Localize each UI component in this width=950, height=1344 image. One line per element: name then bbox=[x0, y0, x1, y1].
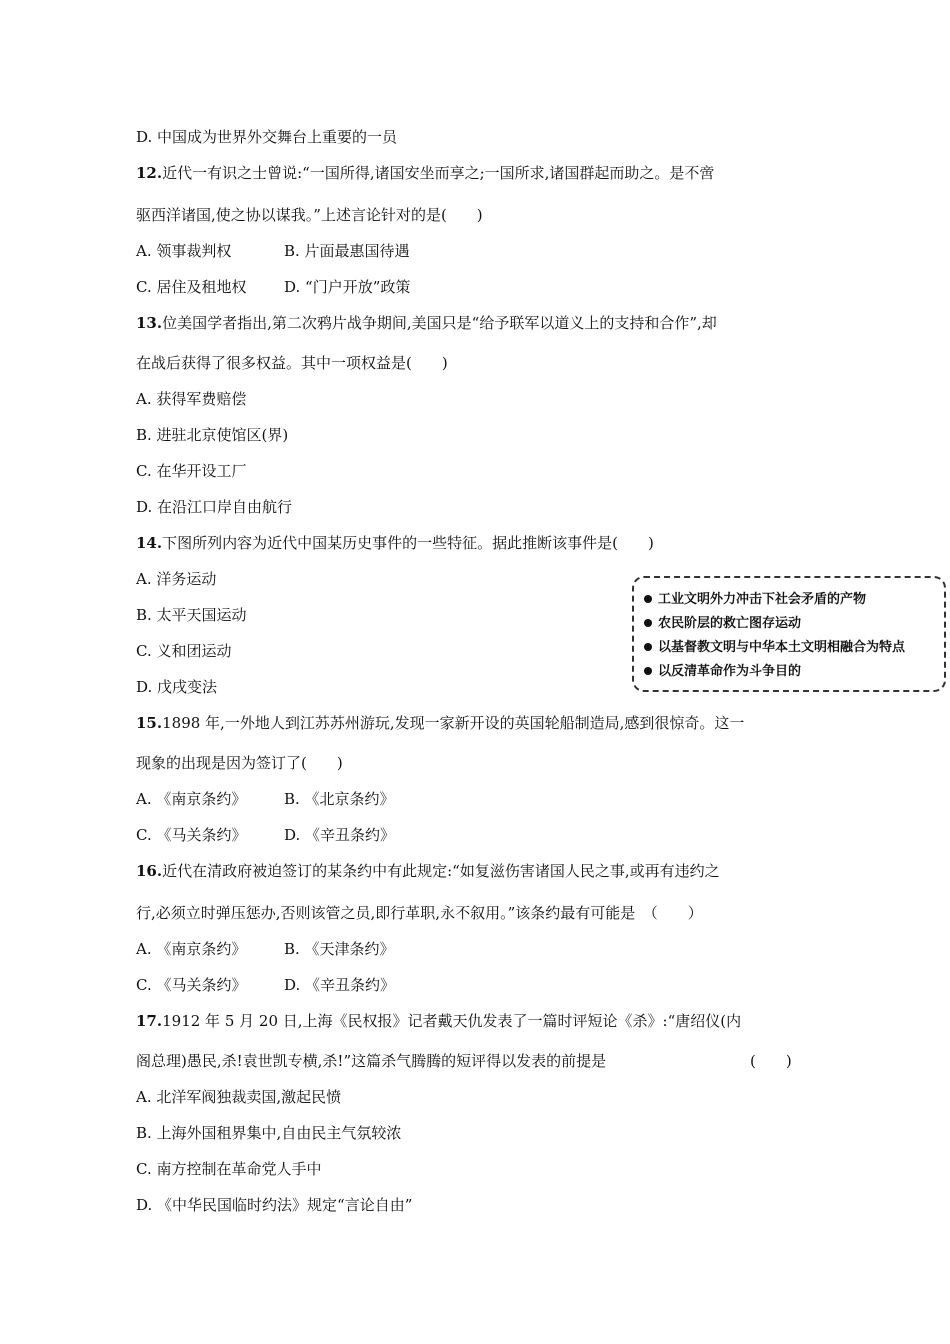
q11-option-d: D. 中国成为世界外交舞台上重要的一员 bbox=[136, 128, 398, 146]
q17-number: 17. bbox=[136, 1012, 163, 1030]
q16-stem-line2: 行,必须立时弹压惩办,否则该管之员,即行革职,永不叙用。”该条约最有可能是 （ ） bbox=[136, 904, 703, 922]
q14-feature-4-text: 以反清革命作为斗争目的 bbox=[658, 664, 802, 679]
q14-feature-4 bbox=[644, 660, 944, 684]
q13-stem-line1 bbox=[136, 312, 717, 334]
q14-stem-text1: 下图所列内容为近代中国某历史事件的一些特征。据此推断该事件是( ) bbox=[162, 534, 654, 552]
q12-stem-line1 bbox=[136, 162, 714, 184]
q14-feature-2 bbox=[644, 612, 944, 636]
q16-stem-line1 bbox=[136, 860, 720, 882]
q16-stem-text1: 近代在清政府被迫签订的某条约中有此规定:“如复滋伤害诸国人民之事,或再有违约之 bbox=[162, 862, 720, 880]
q14-option-a: A. 洋务运动 bbox=[136, 570, 217, 588]
q14-stem-line1 bbox=[136, 532, 654, 554]
q12-options-ab bbox=[136, 240, 410, 262]
q12-stem-line2: 驱西洋诸国,使之协以谋我。”上述言论针对的是( ) bbox=[136, 206, 483, 224]
q17-option-d: D. 《中华民国临时约法》规定“言论自由” bbox=[136, 1196, 413, 1214]
q15-option-b: B. 《北京条约》 bbox=[284, 790, 395, 808]
q14-option-c: C. 义和团运动 bbox=[136, 642, 232, 660]
q13-option-b: B. 进驻北京使馆区(界) bbox=[136, 426, 289, 444]
bullet-icon bbox=[644, 619, 652, 627]
q17-option-c: C. 南方控制在革命党人手中 bbox=[136, 1160, 322, 1178]
q16-option-a: A. 《南京条约》 bbox=[136, 940, 247, 958]
q15-option-d: D. 《辛丑条约》 bbox=[284, 826, 396, 844]
q16-options-cd bbox=[136, 974, 395, 996]
q17-answer-paren: ( ) bbox=[750, 1052, 792, 1070]
q14-number: 14. bbox=[136, 534, 163, 552]
q14-option-b: B. 太平天国运动 bbox=[136, 606, 247, 624]
q16-option-c: C. 《马关条约》 bbox=[136, 976, 247, 994]
q12-option-c: C. 居住及租地权 bbox=[136, 278, 247, 296]
q16-option-d: D. 《辛丑条约》 bbox=[284, 976, 396, 994]
q12-stem-text1: 近代一有识之士曾说:“一国所得,诸国安坐而享之;一国所求,诸国群起而助之。是不啻 bbox=[162, 164, 715, 182]
q13-stem-text1: 位美国学者指出,第二次鸦片战争期间,美国只是“给予联军以道义上的支持和合作”,却 bbox=[162, 314, 717, 332]
q13-option-a: A. 获得军费赔偿 bbox=[136, 390, 247, 408]
q14-feature-2-text: 农民阶层的救亡图存运动 bbox=[658, 616, 802, 631]
q16-options-ab bbox=[136, 938, 395, 960]
q12-option-a: A. 领事裁判权 bbox=[136, 242, 232, 260]
q13-number: 13. bbox=[136, 314, 163, 332]
q17-option-b: B. 上海外国租界集中,自由民主气氛较浓 bbox=[136, 1124, 402, 1142]
q17-stem-text1: 1912 年 5 月 20 日,上海《民权报》记者戴天仇发表了一篇时评短论《杀》:“唐绍仪(内 bbox=[162, 1012, 742, 1030]
q15-options-cd bbox=[136, 824, 395, 846]
q15-number: 15. bbox=[136, 714, 163, 732]
q14-feature-3-text: 以基督教文明与中华本土文明相融合为特点 bbox=[658, 640, 906, 655]
q15-option-c: C. 《马关条约》 bbox=[136, 826, 247, 844]
bullet-icon bbox=[644, 667, 652, 675]
q17-stem-line1 bbox=[136, 1010, 741, 1032]
q15-stem-line2: 现象的出现是因为签订了( ) bbox=[136, 754, 343, 772]
q12-option-b: B. 片面最惠国待遇 bbox=[284, 242, 410, 260]
q15-stem-text1: 1898 年,一外地人到江苏苏州游玩,发现一家新开设的英国轮船制造局,感到很惊奇。这一 bbox=[162, 714, 745, 732]
q17-stem-text2: 阁总理)愚民,杀!袁世凯专横,杀!”这篇杀气腾腾的短评得以发表的前提是 bbox=[136, 1052, 607, 1070]
q14-feature-1-text: 工业文明外力冲击下社会矛盾的产物 bbox=[658, 592, 867, 607]
q16-option-b: B. 《天津条约》 bbox=[284, 940, 395, 958]
q15-option-a: A. 《南京条约》 bbox=[136, 790, 247, 808]
q14-feature-3 bbox=[644, 636, 944, 660]
q15-options-ab bbox=[136, 788, 395, 810]
q14-feature-box bbox=[632, 576, 946, 692]
q16-number: 16. bbox=[136, 862, 163, 880]
q14-feature-1 bbox=[644, 588, 944, 612]
q12-number: 12. bbox=[136, 164, 163, 182]
q14-option-d: D. 戊戌变法 bbox=[136, 678, 218, 696]
q13-option-c: C. 在华开设工厂 bbox=[136, 462, 247, 480]
q15-stem-line1 bbox=[136, 712, 744, 734]
q13-option-d: D. 在沿江口岸自由航行 bbox=[136, 498, 293, 516]
q12-option-d: D. “门户开放”政策 bbox=[284, 278, 411, 296]
q17-stem-line2 bbox=[136, 1050, 606, 1072]
bullet-icon bbox=[644, 643, 652, 651]
q17-option-a: A. 北洋军阀独裁卖国,激起民愤 bbox=[136, 1088, 342, 1106]
q13-stem-line2: 在战后获得了很多权益。其中一项权益是( ) bbox=[136, 354, 448, 372]
q12-options-cd bbox=[136, 276, 410, 298]
bullet-icon bbox=[644, 595, 652, 603]
